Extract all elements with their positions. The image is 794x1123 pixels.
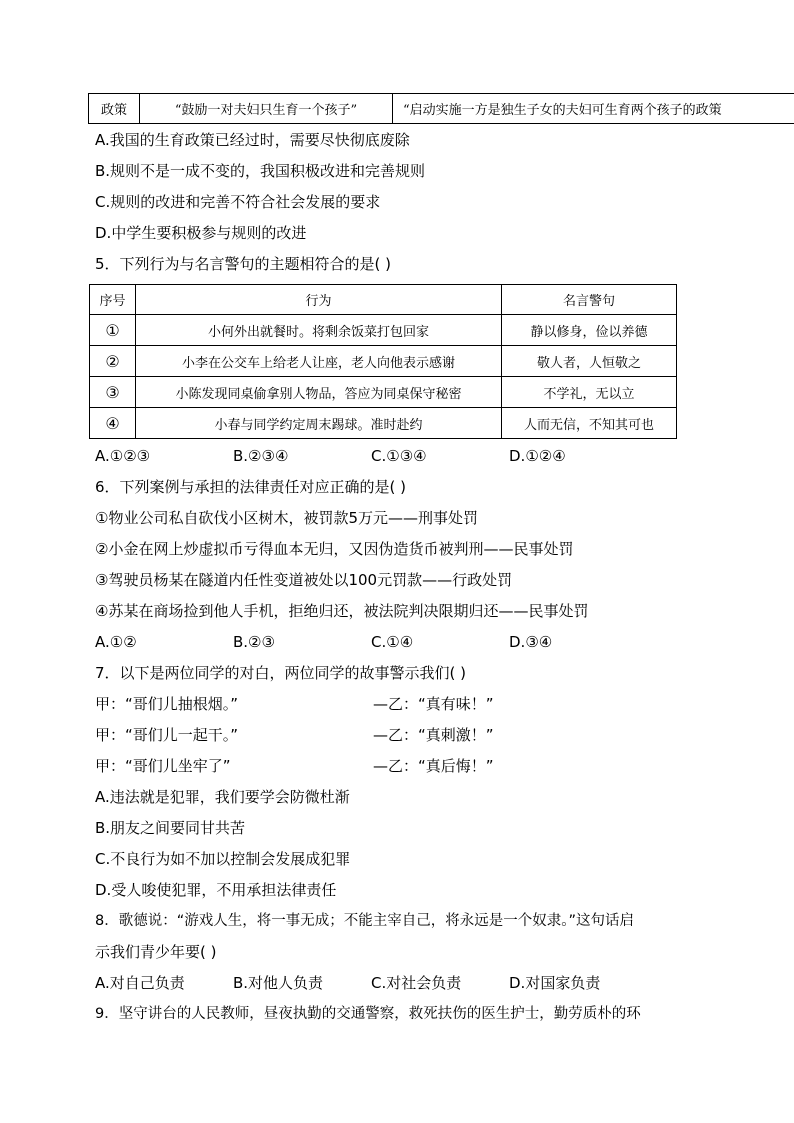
policy-col2: “启动实施一方是独生子女的夫妇可生育两个孩子的政策 <box>393 94 794 124</box>
q5-row-no: ① <box>90 315 136 346</box>
q4-option-c: C.规则的改进和完善不符合社会发展的要求 <box>95 193 381 211</box>
q5-table <box>89 284 677 439</box>
policy-table <box>88 93 794 124</box>
q7-speaker-a: 甲：“哥们儿坐牢了” <box>95 757 231 775</box>
q8-stem-line2: 示我们青少年要( ) <box>95 943 217 961</box>
q5-row-no: ② <box>90 346 136 377</box>
q5-row-quote: 人而无信，不知其可也 <box>502 408 677 439</box>
q8-option-b: B.对他人负责 <box>233 974 324 992</box>
policy-label: 政策 <box>89 94 140 124</box>
q5-row-act: 小陈发现同桌偷拿别人物品，答应为同桌保守秘密 <box>136 377 502 408</box>
q7-speaker-b: —乙：“真有味！” <box>373 695 494 713</box>
q5-options <box>95 446 566 466</box>
q7-dialog-line <box>95 725 494 745</box>
q6-options <box>95 632 552 652</box>
q5-row-act: 小春与同学约定周末踢球。准时赴约 <box>136 408 502 439</box>
q5-option-a: A.①②③ <box>95 447 151 465</box>
q8-option-a: A.对自己负责 <box>95 974 185 992</box>
q4-option-d: D.中学生要积极参与规则的改进 <box>95 224 307 242</box>
q8-option-d: D.对国家负责 <box>509 974 601 992</box>
q6-option-b: B.②③ <box>233 633 275 651</box>
q5-header-act: 行为 <box>136 285 502 315</box>
q6-option-a: A.①② <box>95 633 137 651</box>
q5-row-no: ④ <box>90 408 136 439</box>
q8-stem-line1: 8．歌德说：“游戏人生，将一事无成；不能主宰自己，将永远是一个奴隶。”这句话启 <box>95 913 634 929</box>
q8-options <box>95 973 600 993</box>
q7-dialog-line <box>95 694 494 714</box>
q7-speaker-b: —乙：“真后悔！” <box>373 757 494 775</box>
q9-stem-line1: 9．坚守讲台的人民教师，昼夜执勤的交通警察，救死扶伤的医生护士，勤劳质朴的环 <box>95 1006 641 1022</box>
q6-stem: 6．下列案例与承担的法律责任对应正确的是( ) <box>95 478 407 496</box>
q6-option-d: D.③④ <box>509 633 553 651</box>
q7-dialog-line <box>95 756 494 776</box>
q7-option-c: C.不良行为如不加以控制会发展成犯罪 <box>95 850 351 868</box>
q7-option-d: D.受人唆使犯罪，不用承担法律责任 <box>95 881 337 899</box>
q6-item: ①物业公司私自砍伐小区树木，被罚款5万元——刑事处罚 <box>95 509 478 527</box>
policy-col1: “鼓励一对夫妇只生育一个孩子” <box>140 94 393 124</box>
q7-speaker-a: 甲：“哥们儿抽根烟。” <box>95 695 239 713</box>
q6-item: ②小金在网上炒虚拟币亏得血本无归，又因伪造货币被判刑——民事处罚 <box>95 540 574 558</box>
q5-row-act: 小何外出就餐时。将剩余饭菜打包回家 <box>136 315 502 346</box>
q5-option-d: D.①②④ <box>509 447 566 465</box>
q7-speaker-a: 甲：“哥们儿一起干。” <box>95 726 239 744</box>
q6-option-c: C.①④ <box>371 633 414 651</box>
q6-item: ③驾驶员杨某在隧道内任性变道被处以100元罚款——行政处罚 <box>95 571 513 589</box>
q6-item: ④苏某在商场捡到他人手机，拒绝归还，被法院判决限期归还——民事处罚 <box>95 602 589 620</box>
q5-row-quote: 静以修身，俭以养德 <box>502 315 677 346</box>
q5-row-no: ③ <box>90 377 136 408</box>
q5-option-b: B.②③④ <box>233 447 289 465</box>
q7-option-b: B.朋友之间要同甘共苦 <box>95 819 246 837</box>
q7-stem: 7．以下是两位同学的对白，两位同学的故事警示我们( ) <box>95 664 467 682</box>
q8-option-c: C.对社会负责 <box>371 974 462 992</box>
q4-option-b: B.规则不是一成不变的，我国积极改进和完善规则 <box>95 162 426 180</box>
q7-option-a: A.违法就是犯罪，我们要学会防微杜渐 <box>95 788 350 806</box>
q5-header-quote: 名言警句 <box>502 285 677 315</box>
q5-stem: 5．下列行为与名言警句的主题相符合的是( ) <box>95 255 392 273</box>
q7-speaker-b: —乙：“真刺激！” <box>373 726 494 744</box>
q5-header-no: 序号 <box>90 285 136 315</box>
q5-row-quote: 不学礼，无以立 <box>502 377 677 408</box>
q4-option-a: A.我国的生育政策已经过时，需要尽快彻底废除 <box>95 131 410 149</box>
q5-row-act: 小李在公交车上给老人让座，老人向他表示感谢 <box>136 346 502 377</box>
q5-option-c: C.①③④ <box>371 447 427 465</box>
q5-row-quote: 敬人者，人恒敬之 <box>502 346 677 377</box>
